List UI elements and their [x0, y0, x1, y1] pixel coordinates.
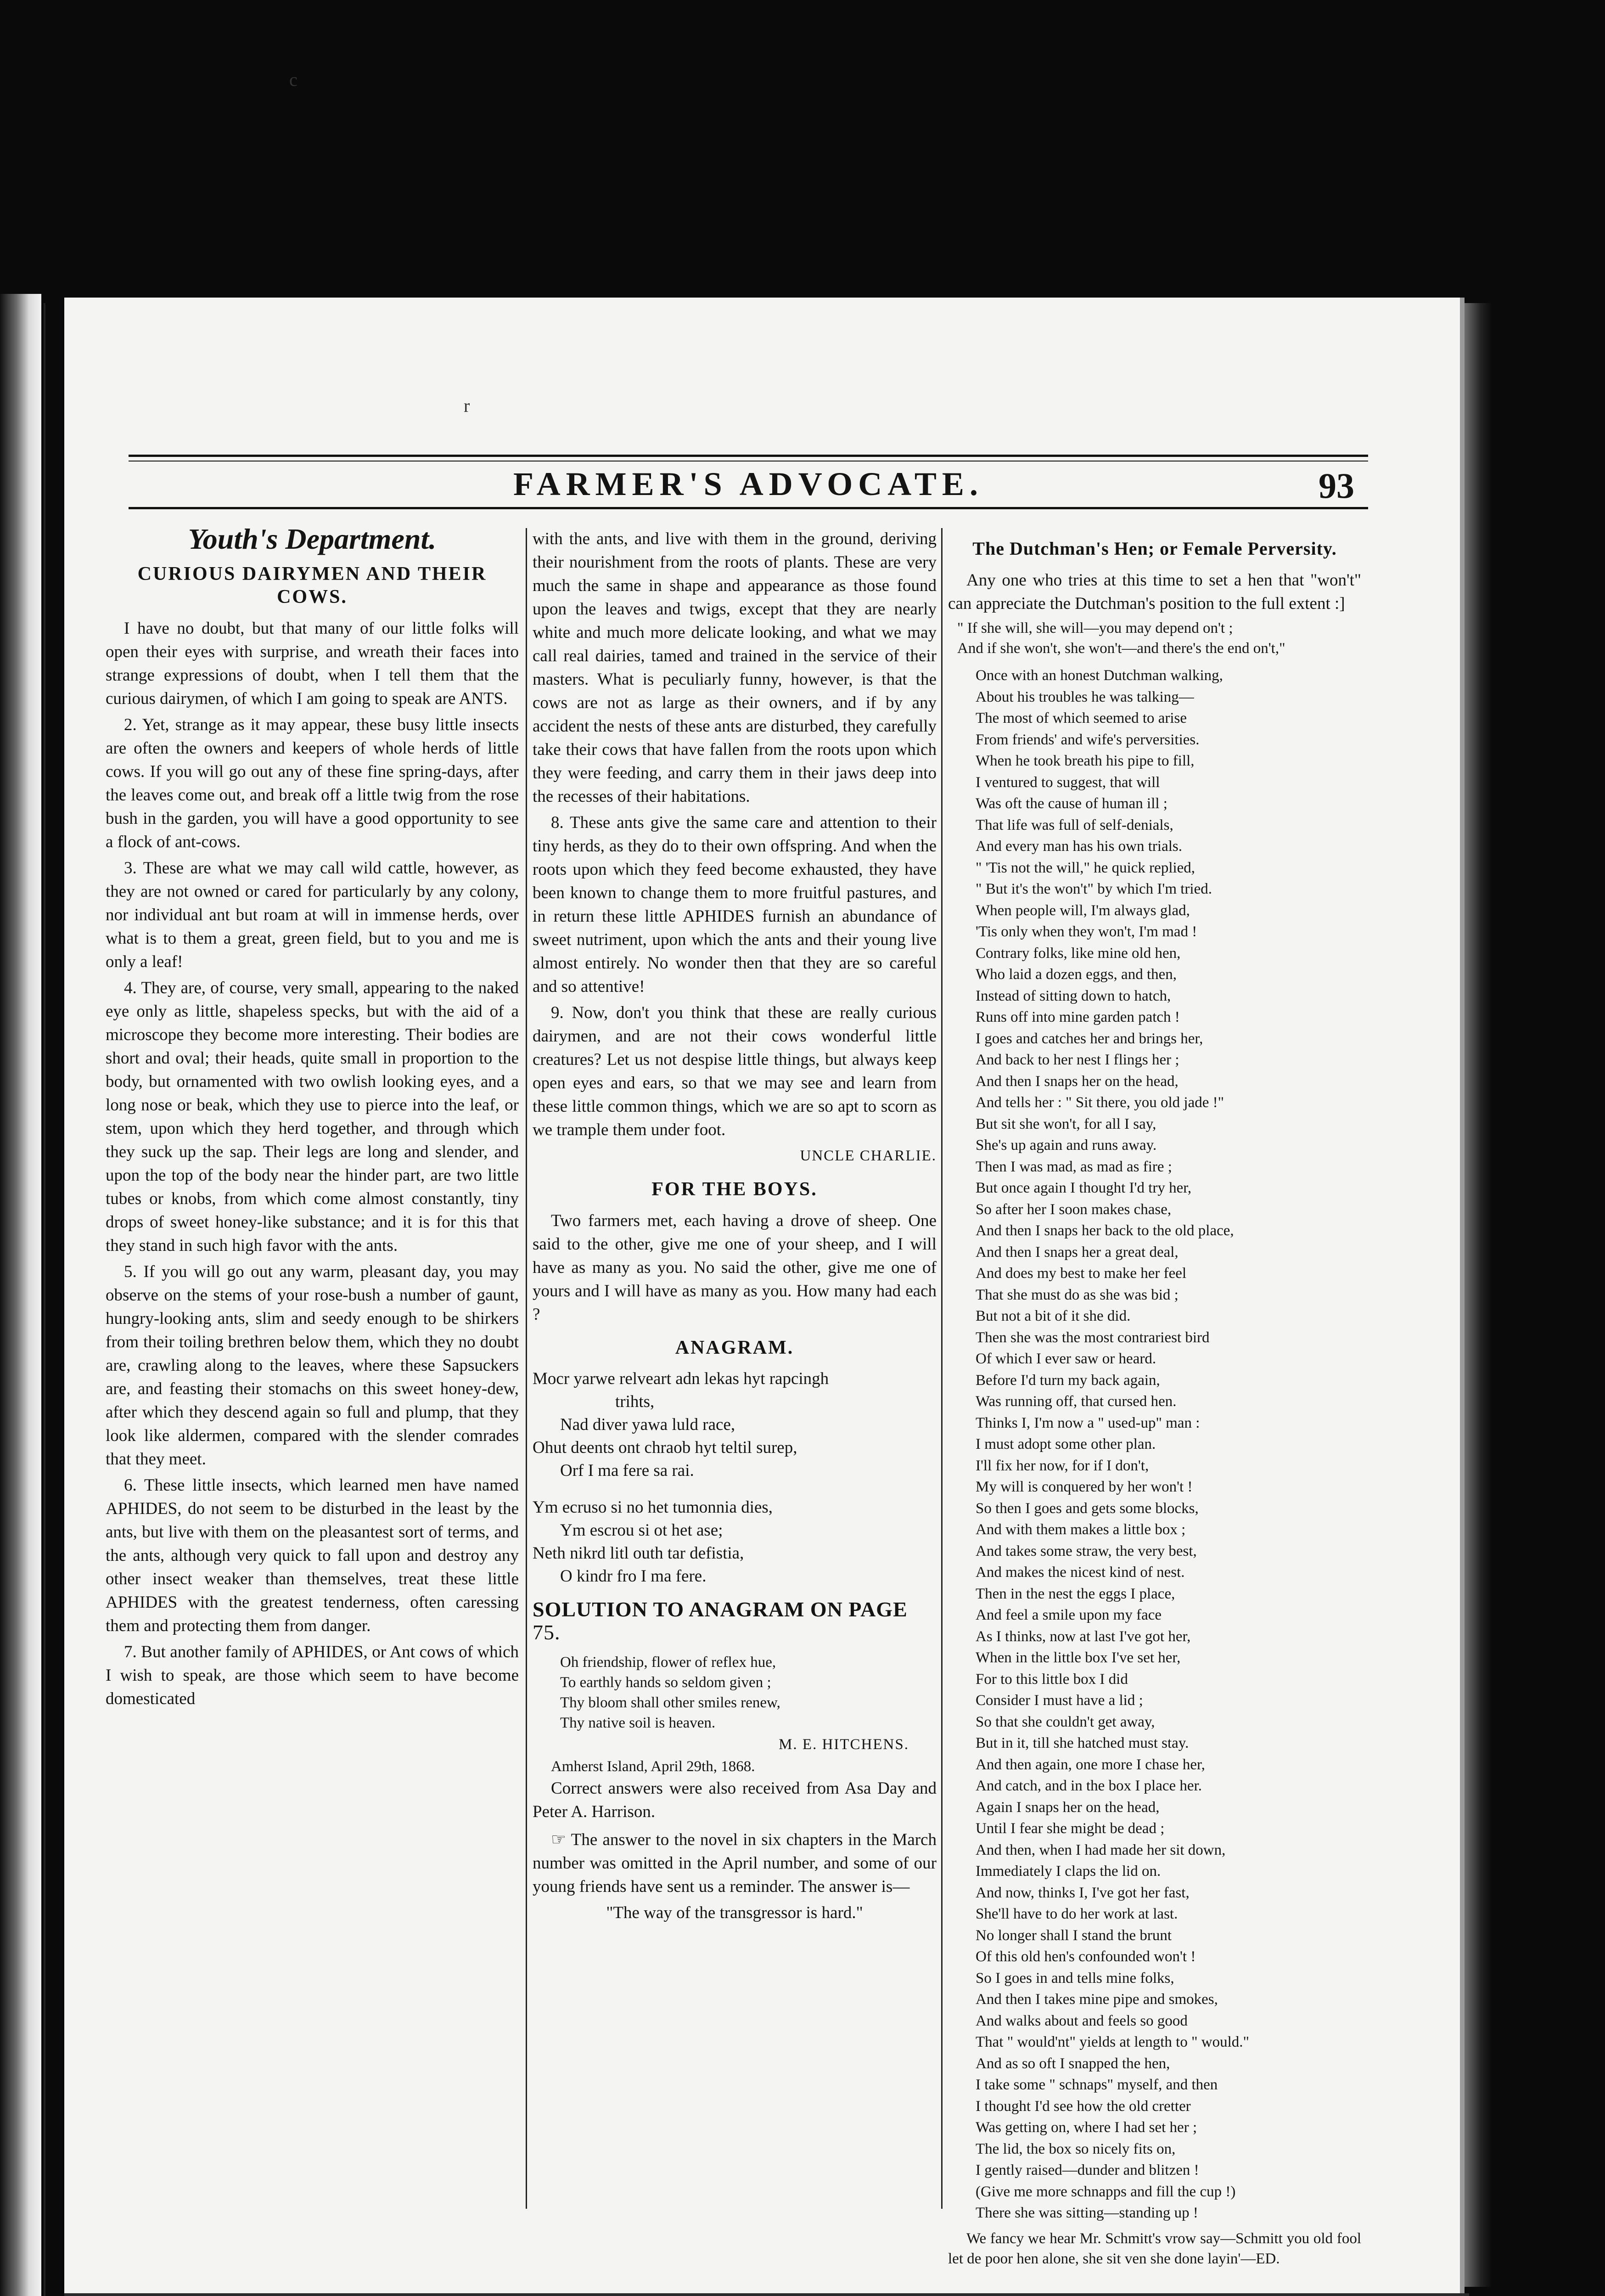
anagram-verse: [533, 1367, 937, 1588]
epigraph: [957, 618, 1361, 658]
section-title-boys: FOR THE BOYS.: [651, 1179, 818, 1200]
poem-line: Then she was the most contrariest bird: [976, 1329, 1210, 1346]
poem-line: There she was sitting—standing up !: [976, 2205, 1198, 2221]
poem-line: Was oft the cause of human ill ;: [976, 795, 1167, 812]
poem-line: No longer shall I stand the brunt: [976, 1927, 1172, 1944]
masthead-rule-bottom: [129, 507, 1368, 509]
solution-page: 75.: [533, 1621, 561, 1644]
poem-line: I goes and catches her and brings her,: [976, 1030, 1203, 1047]
poem-line: But not a bit of it she did.: [976, 1308, 1131, 1324]
page-bottom-shadow: [64, 2293, 1469, 2296]
poem-line: And then again, one more I chase her,: [976, 1756, 1205, 1773]
anagram-line: Ym escrou si ot het ase;: [560, 1521, 723, 1540]
paragraph: I have no doubt, but that many of our little folks will open their eyes with surprise, and wreath their faces into strange expressions of doubt, when I tell them that the curious dairymen, of which I am going to speak are ANTS.: [106, 619, 519, 708]
column-2: [533, 527, 937, 1925]
solution-title: SOLUTION TO ANAGRAM ON PAGE: [533, 1598, 908, 1621]
poem-line: Consider I must have a lid ;: [976, 1692, 1143, 1709]
poem-line: But once again I thought I'd try her,: [976, 1180, 1192, 1196]
poem-line: But in it, till she hatched must stay.: [976, 1735, 1189, 1751]
poem-title: The Dutchman's Hen; or Female Perversity.: [972, 538, 1337, 559]
poem-line: The most of which seemed to arise: [976, 710, 1187, 726]
anagram-line: [533, 1482, 937, 1496]
poem-line: And catch, and in the box I place her.: [976, 1778, 1202, 1794]
poem-line: Contrary folks, like mine old hen,: [976, 945, 1181, 962]
poem-line: I thought I'd see how the old cretter: [976, 2098, 1191, 2115]
anagram-line: Orf I ma fere sa rai.: [560, 1461, 694, 1480]
solution-line: Thy native soil is heaven.: [560, 1715, 716, 1731]
paragraph: Correct answers were also received from Asa Day and Peter A. Harrison.: [533, 1779, 937, 1821]
poem-line: When in the little box I've set her,: [976, 1649, 1181, 1666]
poem-line: Once with an honest Dutchman walking,: [976, 667, 1223, 684]
column-divider: [941, 528, 943, 2209]
poem-line: My will is conquered by her won't !: [976, 1479, 1193, 1495]
poem-line: Before I'd turn my back again,: [976, 1372, 1160, 1389]
poem-line: (Give me more schnapps and fill the cup !): [976, 2183, 1236, 2200]
solution-place: Amherst Island, April 29th, 1868.: [551, 1758, 755, 1775]
poem-line: And back to her nest I flings her ;: [976, 1052, 1179, 1068]
poem-line: Then I was mad, as mad as fire ;: [976, 1158, 1172, 1175]
epigraph-line: " If she will, she will—you may depend on't ;: [957, 620, 1233, 636]
poem-line: But sit she won't, for all I say,: [976, 1115, 1156, 1132]
paragraph: [533, 1828, 937, 1898]
paragraph: 6. These little insects, which learned men have named APHIDES, do not seem to be disturbed in the least by the ants, but live with them on the pleasantest sort of terms, and the ants, although very quick to fall upon and destroy any other insect weaker than themselves, treat these little APHIDES with the greatest tenderness, often caressing them and protecting them from danger.: [106, 1476, 519, 1635]
solution-verse: [560, 1652, 937, 1733]
poem-line: And walks about and feels so good: [976, 2012, 1188, 2029]
poem-line: So then I goes and gets some blocks,: [976, 1500, 1199, 1517]
solution-line: Oh friendship, flower of reflex hue,: [560, 1654, 776, 1671]
poem-line: And then I snaps her back to the old place,: [976, 1222, 1234, 1239]
poem-line: And every man has his own trials.: [976, 838, 1182, 855]
poem-line: And feel a smile upon my face: [976, 1607, 1162, 1623]
poem-line: And takes some straw, the very best,: [976, 1542, 1197, 1559]
paragraph: with the ants, and live with them in the ground, deriving their nourishment from the roots of plants. These are very much the same in shape and appearance as those found upon the leaves and twigs, except that they are nearly white and much more delicate looking, and what we may call real dairies, tamed and trained in the service of their masters. What is peculiarly funny, however, is that the cows are not as large as their owners, and if by any accident the nests of these ants are disturbed, they carefully take their cows that have fallen from the roots upon which they were feeding, and carry them in their jaws deep into the recesses of their habitations.: [533, 529, 937, 806]
poem-line: I'll fix her now, for if I don't,: [976, 1457, 1149, 1474]
poem-line: Who laid a dozen eggs, and then,: [976, 966, 1177, 983]
paragraph: 4. They are, of course, very small, appearing to the naked eye only as little, shapeless specks, but with the aid of a microscope they become more interesting. Their bodies are short and oval; their heads, quite small in proportion to the body, but ornamented with two owlish looking eyes, and a long nose or beak, which they use to pierce into the leaf, or stem, upon which they herd together, and through which they suck up the sap. Their legs are long and slender, and upon the top of the body near the hinder part, are two little tubes or knobs, from which come almost constantly, tiny drops of sweet honey-like substance; and it is for this that they stand in such high favor with the ants.: [106, 979, 519, 1255]
poem-body: [976, 665, 1361, 2224]
pointing-hand-icon: ☞: [551, 1830, 567, 1849]
poem-line: 'Tis only when they won't, I'm mad !: [976, 923, 1197, 940]
poem-line: When people will, I'm always glad,: [976, 902, 1190, 919]
poem-line: That life was full of self-denials,: [976, 816, 1173, 833]
poem-line: Instead of sitting down to hatch,: [976, 987, 1171, 1004]
department-heading: Youth's Department.: [188, 523, 437, 555]
puzzle-text: Two farmers met, each having a drove of sheep. One said to the other, give me one of your sheep, and I will have as many as you. No said the other, give me one of yours and I will have as many as you. How many had each ?: [533, 1211, 937, 1324]
paragraph: 7. But another family of APHIDES, or Ant cows of which I wish to speak, are those which seem to have become domesticated: [106, 1643, 519, 1708]
poem-line: So that she couldn't get away,: [976, 1713, 1155, 1730]
solution-line: To earthly hands so seldom given ;: [560, 1674, 771, 1691]
solution-line: Thy bloom shall other smiles renew,: [560, 1694, 780, 1711]
poem-line: Runs off into mine garden patch !: [976, 1009, 1180, 1025]
intro-paragraph: Any one who tries at this time to set a hen that "won't" can appreciate the Dutchman's position to the full extent :]: [948, 571, 1361, 613]
poem-line: As I thinks, now at last I've got her,: [976, 1628, 1191, 1645]
page-left-edge: [0, 294, 41, 2296]
page-number: 93: [1319, 466, 1354, 506]
column-divider: [526, 528, 527, 2209]
newspaper-title: FARMER'S ADVOCATE.: [513, 466, 983, 502]
poem-line: She'll have to do her work at last.: [976, 1906, 1178, 1922]
anagram-line: trihts,: [615, 1392, 655, 1411]
anagram-line: Mocr yarwe relveart adn lekas hyt rapcingh: [533, 1369, 829, 1388]
poem-line: And now, thinks I, I've got her fast,: [976, 1884, 1190, 1901]
poem-line: So I goes in and tells mine folks,: [976, 1970, 1174, 1986]
poem-line: And then I snaps her a great deal,: [976, 1244, 1178, 1261]
poem-line: Until I fear she might be dead ;: [976, 1820, 1165, 1837]
editor-note: We fancy we hear Mr. Schmitt's vrow say—Schmitt you old fool let de poor hen alone, she sit ven she done layin'—ED.: [948, 2230, 1361, 2267]
section-title-solution: [533, 1598, 937, 1644]
stray-mark: r: [464, 395, 470, 416]
poem-line: And then I snaps her on the head,: [976, 1073, 1178, 1090]
poem-line: The lid, the box so nicely fits on,: [976, 2140, 1176, 2157]
paragraph: 5. If you will go out any warm, pleasant day, you may observe on the stems of your rose-bush a number of gaunt, hungry-looking ants, slim and seedy enough to be shirkers from their toiling brethren below them, which they no doubt are, crawling along to the leaves, where these Sapsuckers are, and feasting their stomachs on this sweet honey-dew, after which they descend again so full and plump, that they look like aldermen, compared with the slender comrades that they meet.: [106, 1262, 519, 1469]
poem-line: I ventured to suggest, that will: [976, 774, 1160, 791]
anagram-line: Ym ecruso si no het tumonnia dies,: [533, 1498, 773, 1517]
masthead-rule-top: [129, 455, 1368, 457]
poem-line: Was running off, that cursed hen.: [976, 1393, 1177, 1410]
poem-line: And makes the nicest kind of nest.: [976, 1564, 1185, 1581]
poem-line: From friends' and wife's perversities.: [976, 731, 1200, 748]
poem-line: And does my best to make her feel: [976, 1265, 1187, 1282]
paragraph: 8. These ants give the same care and attention to their tiny herds, as they do to their own offspring. And when the roots upon which they feed become exhausted, they have been known to change them to more fruitful pastures, and in return these little APHIDES furnish an abundance of sweet nutriment, upon which the ants and their young live almost entirely. No wonder then that they are so careful and so attentive!: [533, 813, 937, 996]
poem-line: So after her I soon makes chase,: [976, 1201, 1172, 1218]
poem-line: " But it's the won't" by which I'm tried.: [976, 881, 1212, 897]
solution-author: M. E. HITCHENS.: [779, 1736, 909, 1753]
poem-line: And then I takes mine pipe and smokes,: [976, 1991, 1218, 2008]
anagram-line: Nad diver yawa luld race,: [560, 1415, 735, 1434]
poem-line: Thinks I, I'm now a " used-up" man :: [976, 1414, 1200, 1431]
poem-line: When he took breath his pipe to fill,: [976, 753, 1195, 769]
poem-line: She's up again and runs away.: [976, 1137, 1157, 1154]
poem-line: And with them makes a little box ;: [976, 1521, 1186, 1538]
paragraph: 3. These are what we may call wild cattle, however, as they are not owned or cared for particularly by any colony, nor individual ant but roam at will in immense herds, over what is to them a great, green field, but to you and me is only a leaf!: [106, 859, 519, 971]
note-answer: "The way of the transgressor is hard.": [606, 1903, 863, 1922]
poem-line: " 'Tis not the will," he quick replied,: [976, 859, 1195, 876]
poem-line: Was getting on, where I had set her ;: [976, 2119, 1197, 2136]
anagram-line: Neth nikrd litl outh tar defistia,: [533, 1544, 744, 1563]
poem-line: Again I snaps her on the head,: [976, 1799, 1160, 1816]
note-text: The answer to the novel in six chapters in the March number was omitted in the April number, and some of our young friends have sent us a reminder. The answer is—: [533, 1830, 937, 1896]
page-stack-edge: [1465, 303, 1492, 2287]
anagram-line: Ohut deents ont chraob hyt teltil surep,: [533, 1438, 797, 1457]
anagram-line: O kindr fro I ma fere.: [560, 1567, 707, 1586]
poem-line: I must adopt some other plan.: [976, 1436, 1156, 1452]
poem-line: That she must do as she was bid ;: [976, 1286, 1178, 1303]
paragraph: 9. Now, don't you think that these are really curious dairymen, and are not their cows wonderful little creatures? Let us not despise little things, but always keep open eyes and ears, so that we may see and learn from these little common things, which we are so apt to scorn as we trample them under foot.: [533, 1003, 937, 1139]
poem-line: Immediately I claps the lid on.: [976, 1863, 1161, 1880]
article-title: CURIOUS DAIRYMEN AND THEIR COWS.: [137, 563, 487, 608]
masthead: [129, 455, 1368, 513]
section-title-anagram: ANAGRAM.: [675, 1337, 794, 1358]
poem-line: And as so oft I snapped the hen,: [976, 2055, 1170, 2072]
paragraph: 2. Yet, strange as it may appear, these busy little insects are often the owners and keepers of whole herds of little cows. If you will go out any of these fine spring-days, after the leaves come out, and break off a little twig from the rose bush in the garden, you will have a good opportunity to see a flock of ant-cows.: [106, 715, 519, 851]
signature: UNCLE CHARLIE.: [800, 1148, 937, 1164]
poem-line: About his troubles he was talking—: [976, 688, 1194, 705]
poem-line: Of this old hen's confounded won't !: [976, 1948, 1196, 1965]
poem-line: For to this little box I did: [976, 1671, 1128, 1688]
binding-spine: [44, 303, 45, 2296]
epigraph-line: And if she won't, she won't—and there's the end on't,": [957, 640, 1285, 657]
column-3: [948, 527, 1361, 2272]
poem-line: Then in the nest the eggs I place,: [976, 1585, 1175, 1602]
poem-line: I gently raised—dunder and blitzen !: [976, 2162, 1199, 2178]
poem-line: Of which I ever saw or heard.: [976, 1351, 1156, 1367]
poem-line: I take some " schnaps" myself, and then: [976, 2077, 1218, 2093]
poem-line: That " would'nt" yields at length to " would.": [976, 2034, 1250, 2050]
column-1: [106, 523, 519, 1713]
stray-mark: c: [289, 69, 297, 90]
poem-line: And tells her : " Sit there, you old jade !": [976, 1094, 1224, 1111]
poem-line: And then, when I had made her sit down,: [976, 1841, 1226, 1858]
